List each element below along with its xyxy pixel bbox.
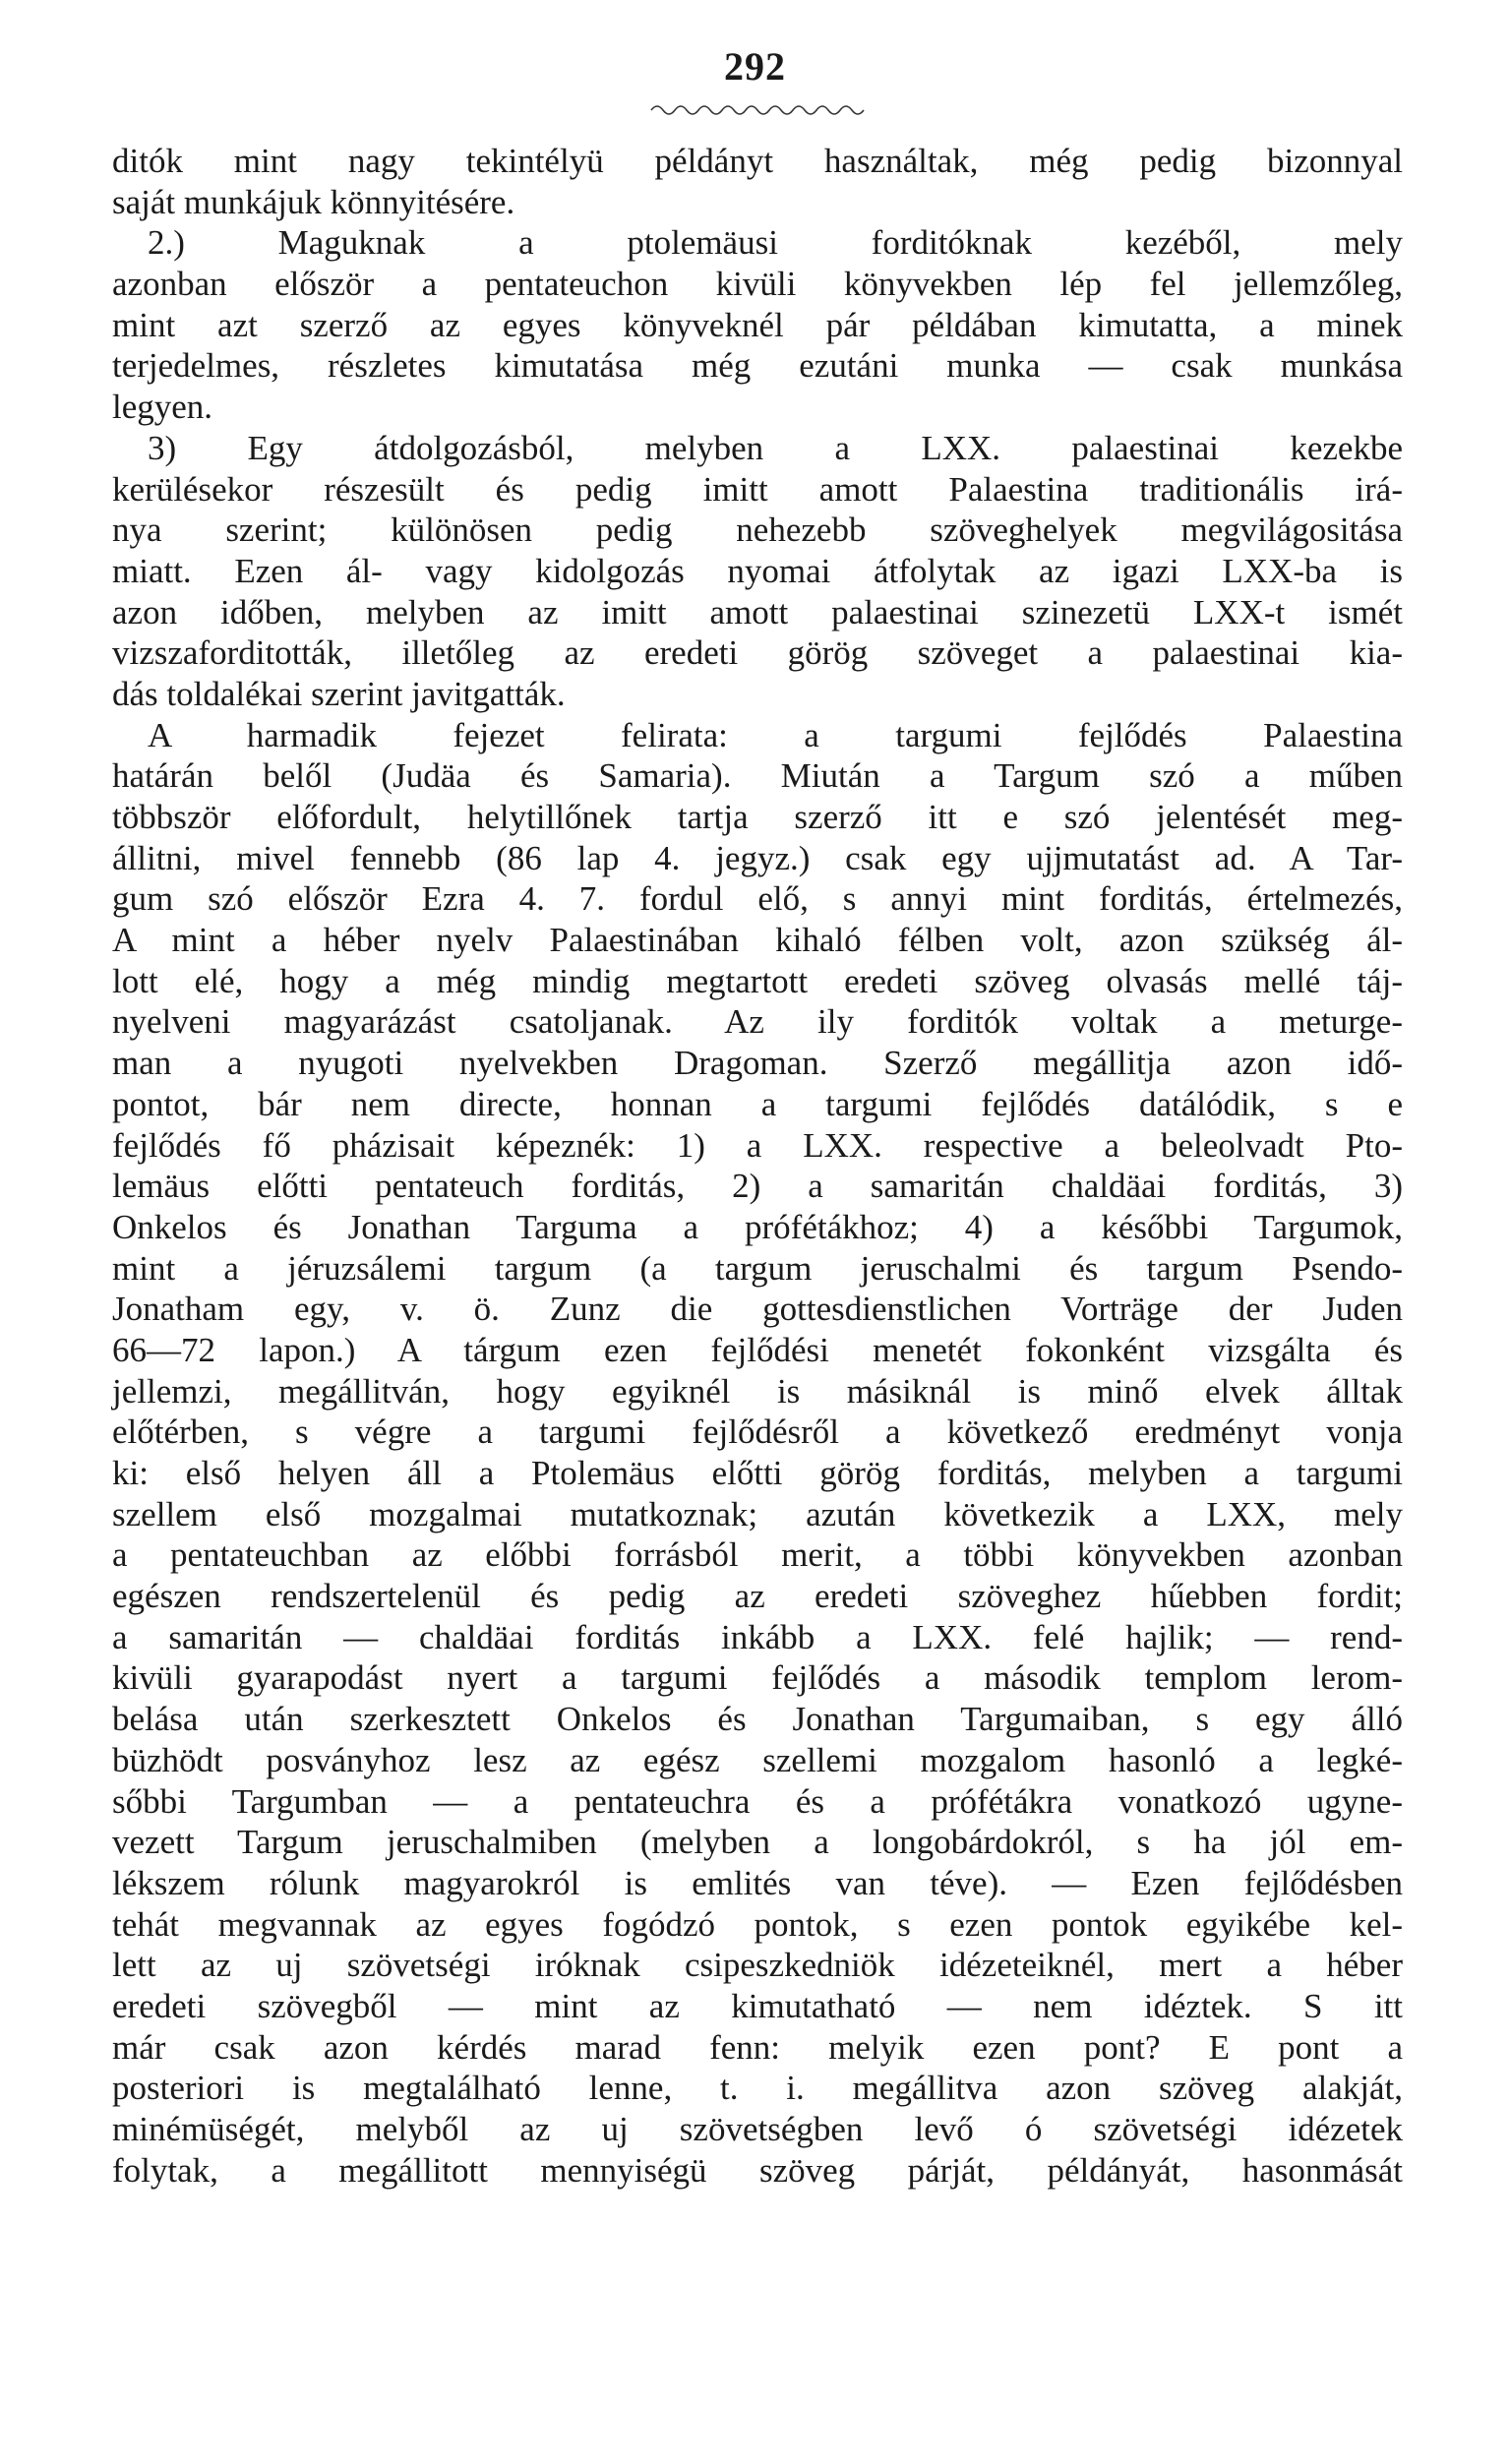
text-line: kerülésekor részesült és pedig imitt amott Palaestina traditionális irá- — [112, 469, 1403, 509]
page-number: 292 — [724, 44, 786, 89]
text-line: előtérben, s végre a targumi fejlődésről a következő eredményt vonja — [112, 1412, 1403, 1452]
text-line: azonban először a pentateuchon kivüli könyvekben lép fel jellemzőleg, — [112, 265, 1403, 304]
text-line: nyelveni magyarázást csatoljanak. Az ily forditók voltak a meturge- — [112, 1002, 1403, 1042]
text-line: egészen rendszertelenül és pedig az eredeti szöveghez hűebben fordit; — [112, 1577, 1403, 1616]
text-line: lott elé, hogy a még mindig megtartott eredeti szöveg olvasás mellé táj- — [112, 961, 1403, 1000]
text-line: szellem első mozgalmai mutatkoznak; azután következik a LXX, mely — [112, 1494, 1403, 1533]
text-line: lemäus előtti pentateuch forditás, 2) a samaritán chaldäai forditás, 3) — [112, 1167, 1403, 1206]
text-line: eredeti szövegből — mint az kimutatható — nem idéztek. S itt — [112, 1986, 1403, 2025]
text-line: határán belől (Judäa és Samaria). Miután a Targum szó a műben — [112, 756, 1403, 796]
body-text — [112, 141, 1403, 2191]
text-line: ditók mint nagy tekintélyü példányt használtak, még pedig bizonnyal — [112, 142, 1403, 180]
text-line: pontot, bár nem directe, honnan a targumi fejlődés datálódik, s e — [112, 1084, 1403, 1123]
text-line: 3) Egy átdolgozásból, melyben a LXX. palaestinai kezekbe — [148, 428, 1403, 467]
decorative-rule — [649, 98, 866, 122]
text-line: 2.) Maguknak a ptolemäusi forditóknak kezéből, mely — [148, 223, 1403, 263]
text-line: A mint a héber nyelv Palaestinában kihaló félben volt, azon szükség ál- — [112, 921, 1403, 960]
text-line: vezett Targum jeruschalmiben (melyben a longobárdokról, s ha jól em- — [112, 1823, 1403, 1862]
text-line: tehát megvannak az egyes fogódzó pontok, s ezen pontok egyikébe kel- — [112, 1904, 1403, 1944]
text-line: Onkelos és Jonathan Targuma a prófétákhoz; 4) a későbbi Targumok, — [112, 1207, 1403, 1246]
text-line: lékszem rólunk magyarokról is emlités van téve). — Ezen fejlődésben — [112, 1863, 1403, 1902]
text-line: minémüségét, melyből az uj szövetségben levő ó szövetségi idézetek — [112, 2110, 1403, 2148]
text-line: legyen. — [112, 388, 213, 427]
text-line: büzhödt posványhoz lesz az egész szellemi mozgalom hasonló a legké- — [112, 1740, 1403, 1779]
text-line: A harmadik fejezet felirata: a targumi fejlődés Palaestina — [148, 715, 1403, 754]
text-line: jellemzi, megállitván, hogy egyiknél is másiknál is minő elvek álltak — [112, 1371, 1403, 1411]
text-line: mint a jéruzsálemi targum (a targum jeruschalmi és targum Psendo- — [112, 1248, 1403, 1288]
text-line: dás toldalékai szerint javitgatták. — [112, 674, 566, 713]
text-line: miatt. Ezen ál- vagy kidolgozás nyomai átfolytak az igazi LXX-ba is — [112, 551, 1403, 590]
text-line: ki: első helyen áll a Ptolemäus előtti görög forditás, melyben a targumi — [112, 1454, 1403, 1492]
text-line: már csak azon kérdés marad fenn: melyik ezen pont? E pont a — [112, 2027, 1403, 2067]
text-line: man a nyugoti nyelvekben Dragoman. Szerző megállitja azon idő- — [112, 1044, 1403, 1083]
text-line: terjedelmes, részletes kimutatása még ezutáni munka — csak munkása — [112, 346, 1403, 386]
text-line: belása után szerkesztett Onkelos és Jonathan Targumaiban, s egy álló — [112, 1700, 1403, 1739]
text-line: posteriori is megtalálható lenne, t. i. megállitva azon szöveg alakját, — [112, 2069, 1403, 2108]
text-line: vizszaforditották, illetőleg az eredeti görög szöveget a palaestinai kia- — [112, 633, 1403, 673]
text-line: fejlődés fő pházisait képeznék: 1) a LXX. respective a beleolvadt Pto- — [112, 1125, 1403, 1165]
text-line: nya szerint; különösen pedig nehezebb szöveghelyek megvilágositása — [112, 511, 1403, 550]
text-line: Jonatham egy, v. ö. Zunz die gottesdienstlichen Vorträge der Juden — [112, 1290, 1403, 1329]
text-line: a pentateuchban az előbbi forrásból merit, a többi könyvekben azonban — [112, 1535, 1403, 1575]
text-line: a samaritán — chaldäai forditás inkább a LXX. felé hajlik; — rend- — [112, 1617, 1403, 1656]
text-line: mint azt szerző az egyes könyveknél pár példában kimutatta, a minek — [112, 305, 1403, 344]
text-line: azon időben, melyben az imitt amott palaestinai szinezetü LXX-t ismét — [112, 592, 1403, 631]
text-line: kivüli gyarapodást nyert a targumi fejlődés a második templom lerom- — [112, 1658, 1403, 1698]
text-line: folytak, a megállitott mennyiségü szöveg párját, példányát, hasonmását — [112, 2150, 1403, 2190]
text-line: 66—72 lapon.) A tárgum ezen fejlődési menetét fokonként vizsgálta és — [112, 1330, 1403, 1369]
text-line: lett az uj szövetségi iróknak csipeszkedniök idézeteiknél, mert a héber — [112, 1946, 1403, 1985]
text-line: gum szó először Ezra 4. 7. fordul elő, s annyi mint forditás, értelmezés, — [112, 879, 1403, 919]
text-line: sőbbi Targumban — a pentateuchra és a prófétákra vonatkozó ugyne- — [112, 1781, 1403, 1821]
text-line: többször előfordult, helytillőnek tartja szerző itt e szó jelentését meg- — [112, 798, 1403, 836]
text-line: állitni, mivel fennebb (86 lap 4. jegyz.) csak egy ujjmutatást ad. A Tar- — [112, 838, 1403, 877]
text-line: saját munkájuk könnyitésére. — [112, 182, 515, 221]
